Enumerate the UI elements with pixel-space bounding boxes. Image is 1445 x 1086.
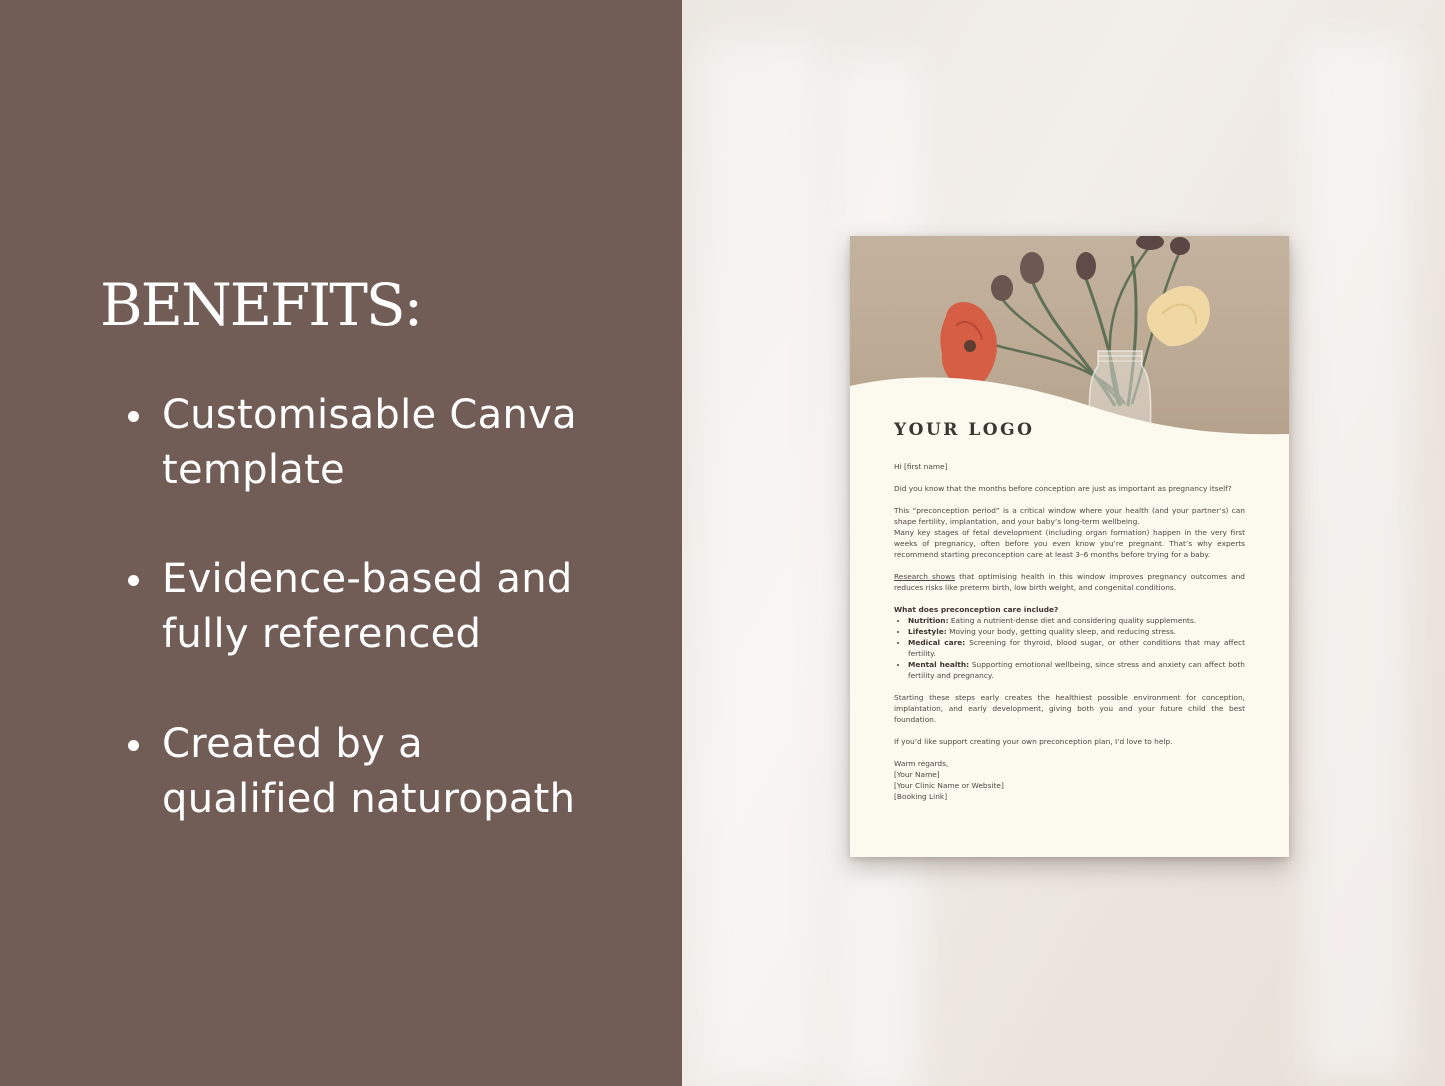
research-link[interactable]: Research shows: [894, 572, 955, 581]
benefits-heading: BENEFITS:: [100, 271, 422, 339]
light-beam: [702, 40, 822, 1080]
research-paragraph: [894, 571, 1245, 593]
bullet-icon: [128, 411, 139, 422]
logo-placeholder: YOUR LOGO: [894, 420, 1035, 440]
signature-clinic: [Your Clinic Name or Website]: [894, 781, 1004, 790]
research-text: that optimising health in this window improves pregnancy outcomes and reduces risks like preterm birth, low birth weight, and congenital conditions.: [894, 572, 1245, 592]
signoff: Warm regards,: [894, 759, 949, 768]
benefits-panel: [0, 0, 682, 1086]
letter-body: [894, 461, 1245, 802]
care-list: [894, 615, 1245, 681]
greeting: Hi [first name]: [894, 462, 948, 471]
list-item: • Nutrition: Eating a nutrient-dense diet and considering quality supplements.: [908, 615, 1245, 626]
benefit-text: Customisable Canva template: [162, 392, 577, 493]
signature-booking-link: [Booking Link]: [894, 792, 948, 801]
bullet-icon: [128, 740, 139, 751]
bullet-icon: [128, 575, 139, 586]
letter-template-preview: [850, 236, 1289, 857]
closing-paragraph: Starting these steps early creates the healthiest possible environment for conception, implantation, and early development, giving both you and your future child the best foundation.: [894, 693, 1245, 724]
benefit-text: Evidence-based and fully referenced: [162, 556, 573, 657]
fetal-development-paragraph: Many key stages of fetal development (including organ formation) happen in the very first weeks of pregnancy, often before you even know you’re pregnant. That’s why experts recommend starting preconception care at least 3–6 months before trying for a baby.: [894, 528, 1245, 559]
list-item: • Mental health: Supporting emotional wellbeing, since stress and anxiety can affect both fertility and pregnancy.: [908, 659, 1245, 681]
list-item: • Lifestyle: Moving your body, getting quality sleep, and reducing stress.: [908, 626, 1245, 637]
preconception-paragraph: This “preconception period” is a critical window where your health (and your partner’s) can shape fertility, implantation, and your baby’s long-term wellbeing.: [894, 506, 1245, 526]
benefit-text: Created by a qualified naturopath: [162, 721, 576, 822]
list-item: • Medical care: Screening for thyroid, blood sugar, or other conditions that may affect fertility.: [908, 637, 1245, 659]
signature-name: [Your Name]: [894, 770, 940, 779]
support-line: If you’d like support creating your own preconception plan, I’d love to help.: [894, 737, 1173, 746]
intro-paragraph: Did you know that the months before conception are just as important as pregnancy itself?: [894, 484, 1232, 493]
light-beam: [1302, 40, 1412, 1080]
list-heading: What does preconception care include?: [894, 605, 1059, 614]
